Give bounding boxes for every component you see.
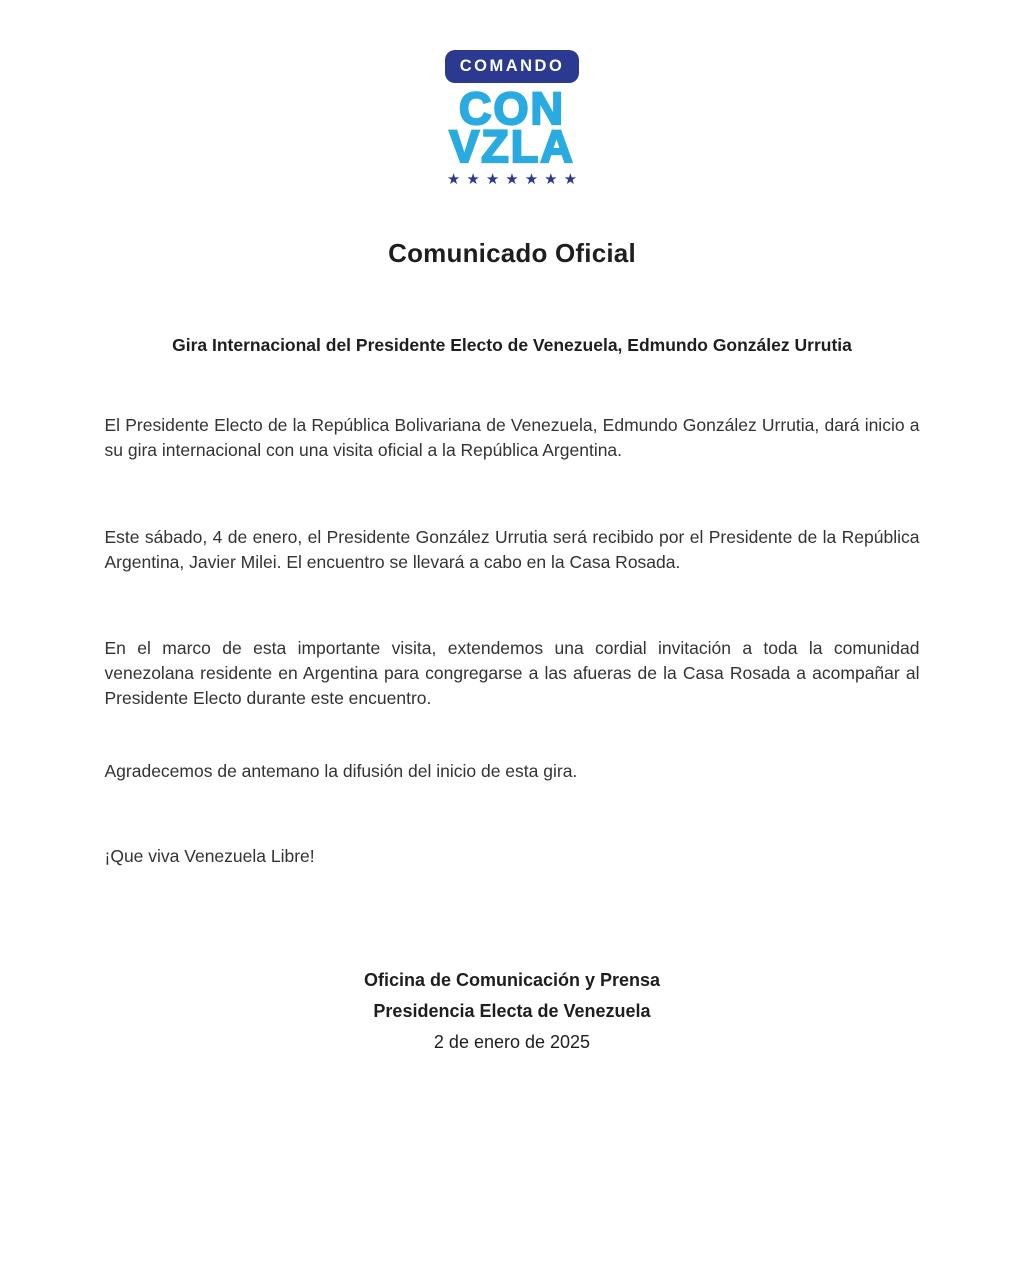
paragraph-meeting: Este sábado, 4 de enero, el Presidente González Urrutia será recibido por el Presidente de la República Argentina, Javier Milei. El encuentro se llevará a cabo en la Casa Rosada.	[104, 527, 920, 572]
document-body	[105, 413, 920, 869]
logo-word-con: CON	[459, 83, 565, 134]
logo-word-vzla: VZLA	[449, 121, 575, 172]
signature-entity: Presidencia Electa de Venezuela	[373, 1001, 651, 1021]
paragraph-invitation: En el marco de esta importante visita, extendemos una cordial invitación a toda la comunidad venezolana residente en Argentina para congregarse a las afueras de la Casa Rosada a acompañar al Presidente Electo durante este encuentro.	[104, 638, 920, 708]
signature-date: 2 de enero de 2025	[433, 1032, 591, 1052]
paragraph-slogan: ¡Que viva Venezuela Libre!	[104, 846, 315, 866]
document-title: Comunicado Oficial	[388, 238, 636, 268]
comando-con-vzla-logo	[0, 0, 1024, 188]
logo-stars-row: ★★★★★★★	[446, 171, 584, 188]
document-subtitle: Gira Internacional del Presidente Electo de Venezuela, Edmundo González Urrutia	[172, 335, 852, 355]
comando-badge	[445, 50, 580, 83]
paragraph-thanks: Agradecemos de antemano la difusión del inicio de esta gira.	[104, 761, 578, 781]
signature-office: Oficina de Comunicación y Prensa	[363, 970, 661, 990]
paragraph-intro: El Presidente Electo de la República Bolivariana de Venezuela, Edmundo González Urrutia, dará inicio a su gira internacional con una visita oficial a la República Argentina.	[104, 415, 920, 460]
comando-badge-label: COMANDO	[459, 57, 565, 75]
signature-block	[0, 965, 1024, 1058]
